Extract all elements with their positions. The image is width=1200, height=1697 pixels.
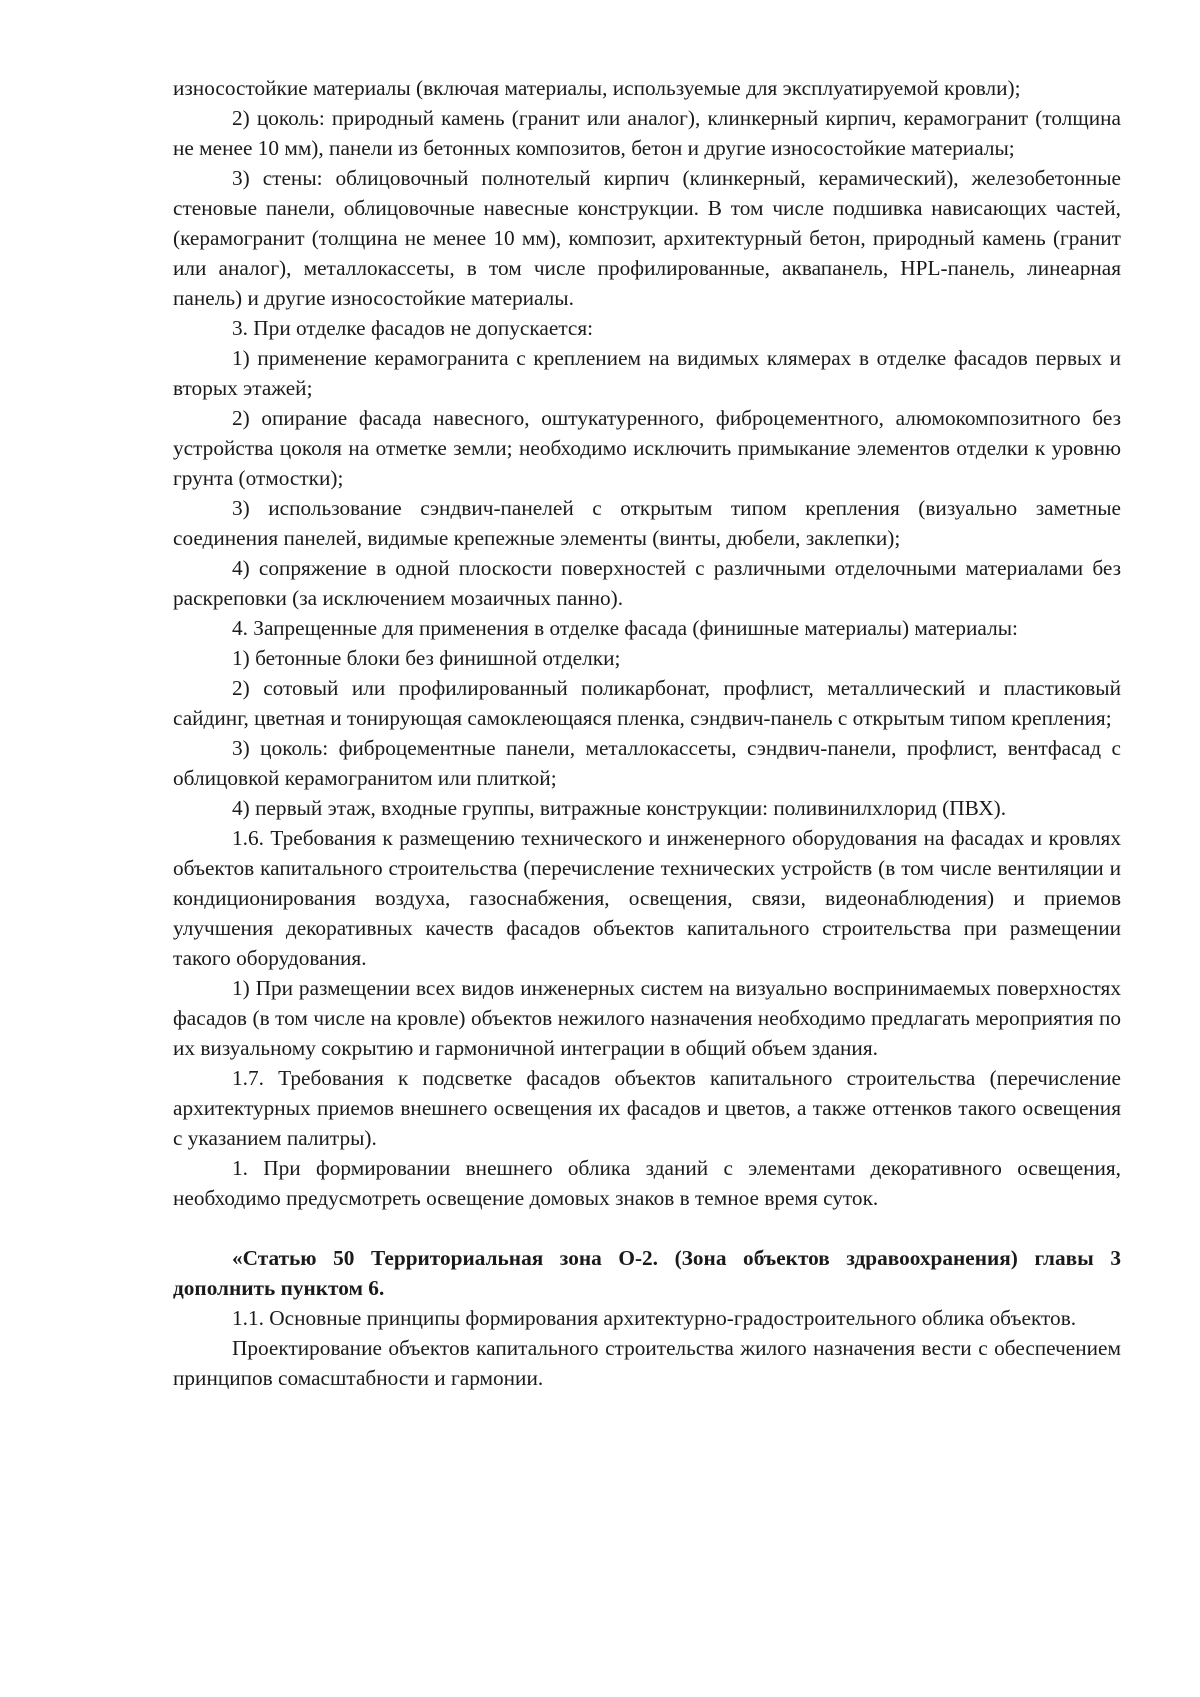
paragraph-forbidden-materials-title: 4. Запрещенные для применения в отделке фасада (финишные материалы) материалы: <box>232 616 1018 640</box>
paragraph-prohibition-4: 4) сопряжение в одной плоскости поверхностей с различными отделочными материалами без раскреповки (за исключением мозаичных панно). <box>173 556 1121 610</box>
paragraph-section-1-7: 1.7. Требования к подсветке фасадов объектов капитального строительства (перечисление архитектурных приемов внешнего освещения их фасадов и цветов, а также оттенков такого освещения с указанием палитры). <box>173 1066 1121 1150</box>
paragraph-section-1-7-item-1: 1. При формировании внешнего облика зданий с элементами декоративного освещения, необходимо предусмотреть освещение домовых знаков в темное время суток. <box>173 1156 1121 1210</box>
paragraph-forbidden-4: 4) первый этаж, входные группы, витражные конструкции: поливинилхлорид (ПВХ). <box>232 796 1007 820</box>
paragraph-plinth-materials: 2) цоколь: природный камень (гранит или аналог), клинкерный кирпич, керамогранит (толщина не менее 10 мм), панели из бетонных композитов, бетон и другие износостойкие материалы; <box>173 106 1121 160</box>
document-page <box>173 73 1121 1393</box>
paragraph-facade-prohibitions-title: 3. При отделке фасадов не допускается: <box>232 316 594 340</box>
paragraph-forbidden-3: 3) цоколь: фиброцементные панели, металлокассеты, сэндвич-панели, профлист, вентфасад с облицовкой керамогранитом или плиткой; <box>173 736 1121 790</box>
paragraph-prohibition-3: 3) использование сэндвич-панелей с открытым типом крепления (визуально заметные соединения панелей, видимые крепежные элементы (винты, дюбели, заклепки); <box>173 496 1121 550</box>
article-50-heading: «Статью 50 Территориальная зона О-2. (Зона объектов здравоохранения) главы 3 дополнить пунктом 6. <box>173 1246 1121 1300</box>
paragraph-section-1-1: 1.1. Основные принципы формирования архитектурно-градостроительного облика объектов. <box>232 1306 1077 1330</box>
paragraph-roofing-materials-continued: износостойкие материалы (включая материалы, используемые для эксплуатируемой кровли); <box>173 76 1021 100</box>
paragraph-forbidden-2: 2) сотовый или профилированный поликарбонат, профлист, металлический и пластиковый сайдинг, цветная и тонирующая самоклеющаяся пленка, сэндвич-панель с открытым типом крепления; <box>173 676 1121 730</box>
paragraph-forbidden-1: 1) бетонные блоки без финишной отделки; <box>232 646 621 670</box>
paragraph-wall-materials: 3) стены: облицовочный полнотелый кирпич (клинкерный, керамический), железобетонные стеновые панели, облицовочные навесные конструкции. В том числе подшивка нависающих частей, (керамогранит (толщина не менее 10 мм), композит, архитектурный бетон, природный камень (гранит или аналог), металлокассеты, в том числе профилированные, аквапанель, HPL-панель, линеарная панель) и другие износостойкие материалы. <box>173 166 1121 310</box>
paragraph-prohibition-2: 2) опирание фасада навесного, оштукатуренного, фиброцементного, алюмокомпозитного без устройства цоколя на отметке земли; необходимо исключить примыкание элементов отделки к уровню грунта (отмостки); <box>173 406 1121 490</box>
paragraph-section-1-6: 1.6. Требования к размещению технического и инженерного оборудования на фасадах и кровлях объектов капитального строительства (перечисление технических устройств (в том числе вентиляции и кондиционирования воздуха, газоснабжения, освещения, связи, видеонаблюдения) и приемов улучшения декоративных качеств фасадов объектов капитального строительства при размещении такого оборудования. <box>173 826 1121 970</box>
paragraph-section-1-6-item-1: 1) При размещении всех видов инженерных систем на визуально воспринимаемых поверхностях фасадов (в том числе на кровле) объектов нежилого назначения необходимо предлагать мероприятия по их визуальному сокрытию и гармоничной интеграции в общий объем здания. <box>173 976 1121 1060</box>
paragraph-design-principles: Проектирование объектов капитального строительства жилого назначения вести с обеспечением принципов сомасштабности и гармонии. <box>173 1336 1121 1390</box>
paragraph-prohibition-1: 1) применение керамогранита с креплением на видимых клямерах в отделке фасадов первых и вторых этажей; <box>173 346 1121 400</box>
